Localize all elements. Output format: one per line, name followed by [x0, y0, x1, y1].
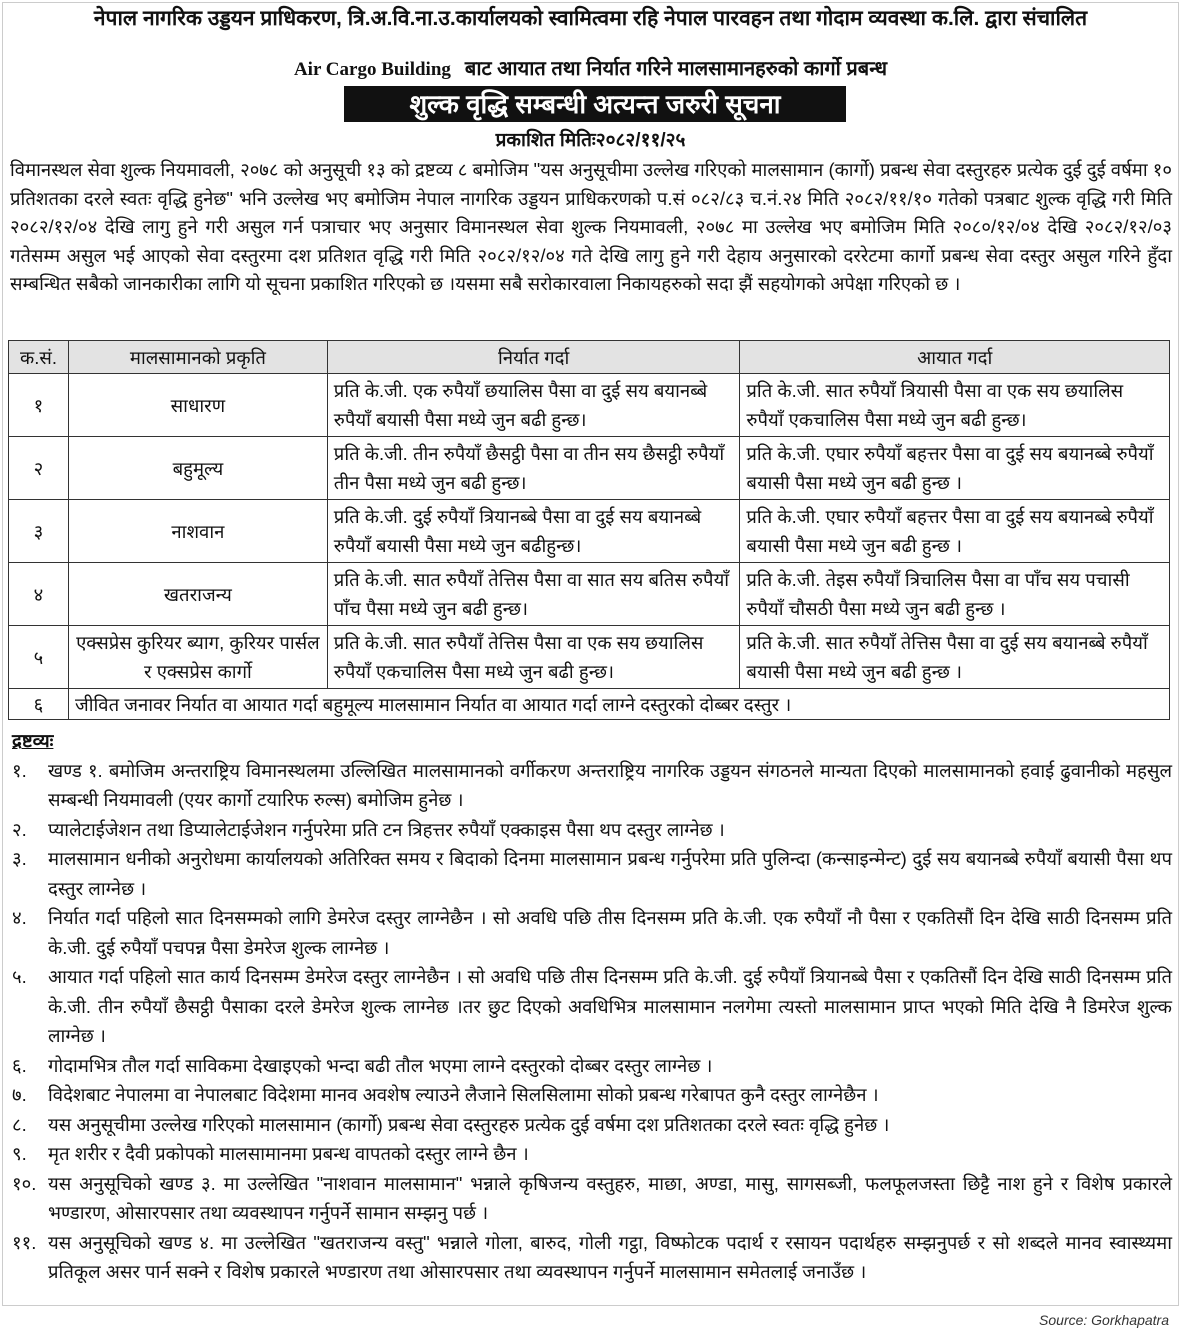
table-header-row — [9, 341, 1170, 374]
note-text: यस अनुसूचिको खण्ड ४. मा उल्लेखित "खतराजन्य वस्तु" भन्नाले गोला, बारुद, गोली गट्ठा, विष्फोटक पदार्थ र रसायन पदार्थहरु सम्झनुपर्छ र सो शब्दले मानव स्वास्थ्यमा प्रतिकूल असर पार्न सक्ने र विशेष प्रकारले भण्डारण तथा ओसारपसार तथा व्यवस्थापन गर्नुपर्ने मालसामान समेतलाई जनाउँछ । — [48, 1231, 1172, 1282]
note-text: गोदामभित्र तौल गर्दा साविकमा देखाइएको भन्दा बढी तौल भएमा लाग्ने दस्तुरको दोब्बर दस्तुर लाग्नेछ । — [48, 1054, 713, 1076]
table-row — [9, 500, 1170, 563]
cell-type: एक्सप्रेस कुरियर ब्याग, कुरियर पार्सल र एक्सप्रेस कार्गो — [68, 626, 327, 689]
note-number: २. — [12, 818, 27, 840]
header-import: आयात गर्दा — [740, 341, 1170, 374]
note-number: १. — [12, 759, 27, 781]
note-item — [12, 1080, 1172, 1110]
cell-export: प्रति के.जी. एक रुपैयाँ छयालिस पैसा वा दुई सय बयानब्बे रुपैयाँ बयासी पैसा मध्ये जुन बढी हुन्छ। — [327, 374, 740, 437]
cell-import: प्रति के.जी. सात रुपैयाँ त्रियासी पैसा वा एक सय छयालिस रुपैयाँ एकचालिस पैसा मध्ये जुन बढी हुन्छ। — [740, 374, 1170, 437]
note-item — [12, 1139, 1172, 1169]
table-row — [9, 437, 1170, 500]
notes-title: द्रष्टव्यः — [12, 730, 54, 751]
note-number: ७. — [12, 1084, 27, 1105]
published-date: प्रकाशित मितिः२०८२/११/२५ — [495, 130, 686, 151]
cell-type: बहुमूल्य — [68, 437, 327, 500]
note-item — [12, 962, 1172, 1051]
cell-import: प्रति के.जी. सात रुपैयाँ तेत्तिस पैसा वा दुई सय बयानब्बे रुपैयाँ बयासी पैसा मध्ये जुन बढी हुन्छ । — [740, 626, 1170, 689]
table-row — [9, 626, 1170, 689]
note-item — [12, 903, 1172, 962]
cell-export: प्रति के.जी. सात रुपैयाँ तेत्तिस पैसा वा एक सय छयालिस रुपैयाँ एकचालिस पैसा मध्ये जुन बढी हुन्छ। — [327, 626, 740, 689]
cell-export: प्रति के.जी. सात रुपैयाँ तेत्तिस पैसा वा सात सय बतिस रुपैयाँ पाँच पैसा मध्ये जुन बढी हुन्छ। — [327, 563, 740, 626]
note-text: यस अनुसूचीमा उल्लेख गरिएको मालसामान (कार्गो) प्रबन्ध सेवा दस्तुरहरु प्रत्येक दुई वर्षमा दश प्रतिशतका दरले स्वतः वृद्धि हुनेछ । — [48, 1113, 890, 1135]
cell-sn: १ — [9, 374, 69, 437]
header-type: मालसामानको प्रकृति — [68, 341, 327, 374]
table-row — [9, 563, 1170, 626]
cell-type: खतराजन्य — [68, 563, 327, 626]
cell-import: प्रति के.जी. एघार रुपैयाँ बहत्तर पैसा वा दुई सय बयानब्बे रुपैयाँ बयासी पैसा मध्ये जुन बढी हुन्छ । — [740, 500, 1170, 563]
note-number: ८. — [12, 1113, 27, 1135]
notes-section — [12, 726, 1172, 1287]
note-number: ११. — [12, 1231, 37, 1253]
note-item — [12, 1051, 1172, 1081]
cell-import: प्रति के.जी. एघार रुपैयाँ बहत्तर पैसा वा दुई सय बयानब्बे रुपैयाँ बयासी पैसा मध्ये जुन बढी हुन्छ । — [740, 437, 1170, 500]
table-row-live-animals — [9, 689, 1170, 720]
header-sn: क.सं. — [9, 341, 69, 374]
header-export: निर्यात गर्दा — [327, 341, 740, 374]
note-number: ९. — [12, 1143, 27, 1164]
note-text: विदेशबाट नेपालमा वा नेपालबाट विदेशमा मानव अवशेष ल्याउने लैजाने सिलसिलामा सोको प्रबन्ध गरेबापत कुनै दस्तुर लाग्नेछैन । — [48, 1084, 879, 1105]
intro-paragraph: विमानस्थल सेवा शुल्क नियमावली, २०७८ को अनुसूची १३ को द्रष्टव्य ८ बमोजिम "यस अनुसूचीमा उल्लेख गरिएको मालसामान (कार्गो) प्रबन्ध सेवा दस्तुरहरु प्रत्येक दुई दुई वर्षमा १० प्रतिशतका दरले स्वतः वृद्धि हुनेछ" भनि उल्लेख भए बमोजिम नेपाल नागरिक उड्डयन प्राधिकरणको प.सं ०८२/८३ च.नं.२४ मिति २०८२/११/१० गतेको पत्रबाट शुल्क वृद्धि गरी मिति २०८२/१२/०४ देखि लागु हुने गरी असुल गर्न पत्राचार भए अनुसार विमानस्थल सेवा शुल्क नियमावली, २०७८ मा उल्लेख भए बमोजिम मिति २०८०/१२/०४ देखि २०८२/१२/०३ गतेसम्म असुल भई आएको सेवा दस्तुरमा दश प्रतिशत वृद्धि गरी मिति २०८२/१२/०४ गते देखि लागु हुने गरी देहाय अनुसारको दररेटमा कार्गो प्रबन्ध सेवा दस्तुर असुल गरिने हुँदा सम्बन्धित सबैको जानकारीका लागि यो सूचना प्रकाशित गरिएको छ ।यसमा सबै सरोकारवाला निकायहरुको सदा झैं सहयोगको अपेक्षा गरिएको छ । — [10, 159, 1173, 294]
cell-sn: ३ — [9, 500, 69, 563]
note-text: आयात गर्दा पहिलो सात कार्य दिनसम्म डेमरेज दस्तुर लाग्नेछैन । सो अवधि पछि तीस दिनसम्म प्रति के.जी. दुई रुपैयाँ त्रियानब्बे पैसा र एकतिसौं दिन देखि साठी दिनसम्म प्रति के.जी. तीन रुपैयाँ छैसट्ठी पैसाका दरले डेमरेज शुल्क लाग्नेछ ।तर छुट दिएको अवधिभित्र मालसामान नलगेमा त्यस्तो मालसामान प्राप्त भएको मिति देखि नै डिमरेज शुल्क लाग्नेछ । — [48, 966, 1172, 1046]
table-row — [9, 374, 1170, 437]
note-text: यस अनुसूचिको खण्ड ३. मा उल्लेखित "नाशवान मालसामान" भन्नाले कृषिजन्य वस्तुहरु, माछा, अण्डा, मासु, सागसब्जी, फलफूलजस्ता छिट्टै नाश हुने र विशेष प्रकारले भण्डारण, ओसारपसार तथा व्यवस्थापन गर्नुपर्ने सामान सम्झनु पर्छ । — [48, 1172, 1172, 1223]
note-text: मृत शरीर र दैवी प्रकोपको मालसामानमा प्रबन्ध वापतको दस्तुर लाग्ने छैन । — [48, 1143, 529, 1164]
note-item — [12, 1110, 1172, 1140]
cell-type: साधारण — [68, 374, 327, 437]
cell-sn: ६ — [9, 689, 69, 720]
note-number: १०. — [12, 1172, 37, 1194]
note-text: खण्ड १. बमोजिम अन्तराष्ट्रिय विमानस्थलमा उल्लिखित मालसामानको वर्गीकरण अन्तराष्ट्रिय नागरिक उड्डयन संगठनले मान्यता दिएको मालसामानको हवाई ढुवानीको महसुल सम्बन्धी नियमावली (एयर कार्गो टयारिफ रुल्स) बमोजिम हुनेछ । — [48, 759, 1172, 810]
cell-export: प्रति के.जी. दुई रुपैयाँ त्रियानब्बे पैसा वा दुई सय बयानब्बे रुपैयाँ बयासी पैसा मध्ये जुन बढीहुन्छ। — [327, 500, 740, 563]
note-item — [12, 815, 1172, 845]
note-text: मालसामान धनीको अनुरोधमा कार्यालयको अतिरिक्त समय र बिदाको दिनमा मालसामान प्रबन्ध गर्नुपरेमा प्रति पुलिन्दा (कन्साइन्मेन्ट) दुई सय बयानब्बे रुपैयाँ बयासी पैसा थप दस्तुर लाग्नेछ । — [48, 848, 1172, 899]
note-number: ३. — [12, 848, 27, 869]
header-line-1: नेपाल नागरिक उड्डयन प्राधिकरण, त्रि.अ.वि.ना.उ.कार्यालयको स्वामित्वमा रहि नेपाल पारवहन तथा गोदाम व्यवस्था क.लि. द्वारा संचालित — [93, 7, 1088, 30]
note-item — [12, 1228, 1172, 1287]
notice-banner: शुल्क वृद्धि सम्बन्धी अत्यन्त जरुरी सूचना — [344, 86, 846, 122]
cell-sn: ५ — [9, 626, 69, 689]
note-number: ४. — [12, 907, 27, 928]
cell-sn: ४ — [9, 563, 69, 626]
header-subtitle: बाट आयात तथा निर्यात गरिने मालसामानहरुको कार्गो प्रबन्ध — [464, 58, 888, 80]
cell-import: प्रति के.जी. तेइस रुपैयाँ त्रिचालिस पैसा वा पाँच सय पचासी रुपैयाँ चौसठी पैसा मध्ये जुन बढी हुन्छ । — [740, 563, 1170, 626]
header-english-title: Air Cargo Building — [293, 59, 451, 80]
note-number: ६. — [12, 1054, 27, 1076]
note-item — [12, 756, 1172, 815]
header-line-2 — [0, 54, 1181, 81]
cell-export: प्रति के.जी. तीन रुपैयाँ छैसट्ठी पैसा वा तीन सय छैसट्ठी रुपैयाँ तीन पैसा मध्ये जुन बढी हुन्छ। — [327, 437, 740, 500]
cell-sn: २ — [9, 437, 69, 500]
note-text: निर्यात गर्दा पहिलो सात दिनसम्मको लागि डेमरेज दस्तुर लाग्नेछैन । सो अवधि पछि तीस दिनसम्म प्रति के.जी. एक रुपैयाँ नौ पैसा र एकतिसौं दिन देखि साठी दिनसम्म प्रति के.जी. दुई रुपैयाँ पचपन्न पैसा डेमरेज शुल्क लाग्नेछ । — [48, 907, 1172, 958]
note-number: ५. — [12, 966, 27, 987]
note-text: प्यालेटाईजेशन तथा डिप्यालेटाईजेशन गर्नुपरेमा प्रति टन त्रिहत्तर रुपैयाँ एक्काइस पैसा थप दस्तुर लाग्नेछ । — [48, 818, 725, 840]
source-credit: Source: Gorkhapatra — [1039, 1312, 1169, 1328]
fee-table — [8, 340, 1170, 720]
note-item — [12, 844, 1172, 903]
cell-type: नाशवान — [68, 500, 327, 563]
note-item — [12, 1169, 1172, 1228]
cell-live-animals: जीवित जनावर निर्यात वा आयात गर्दा बहुमूल्य मालसामान निर्यात वा आयात गर्दा लाग्ने दस्तुरको दोब्बर दस्तुर । — [68, 689, 1169, 720]
